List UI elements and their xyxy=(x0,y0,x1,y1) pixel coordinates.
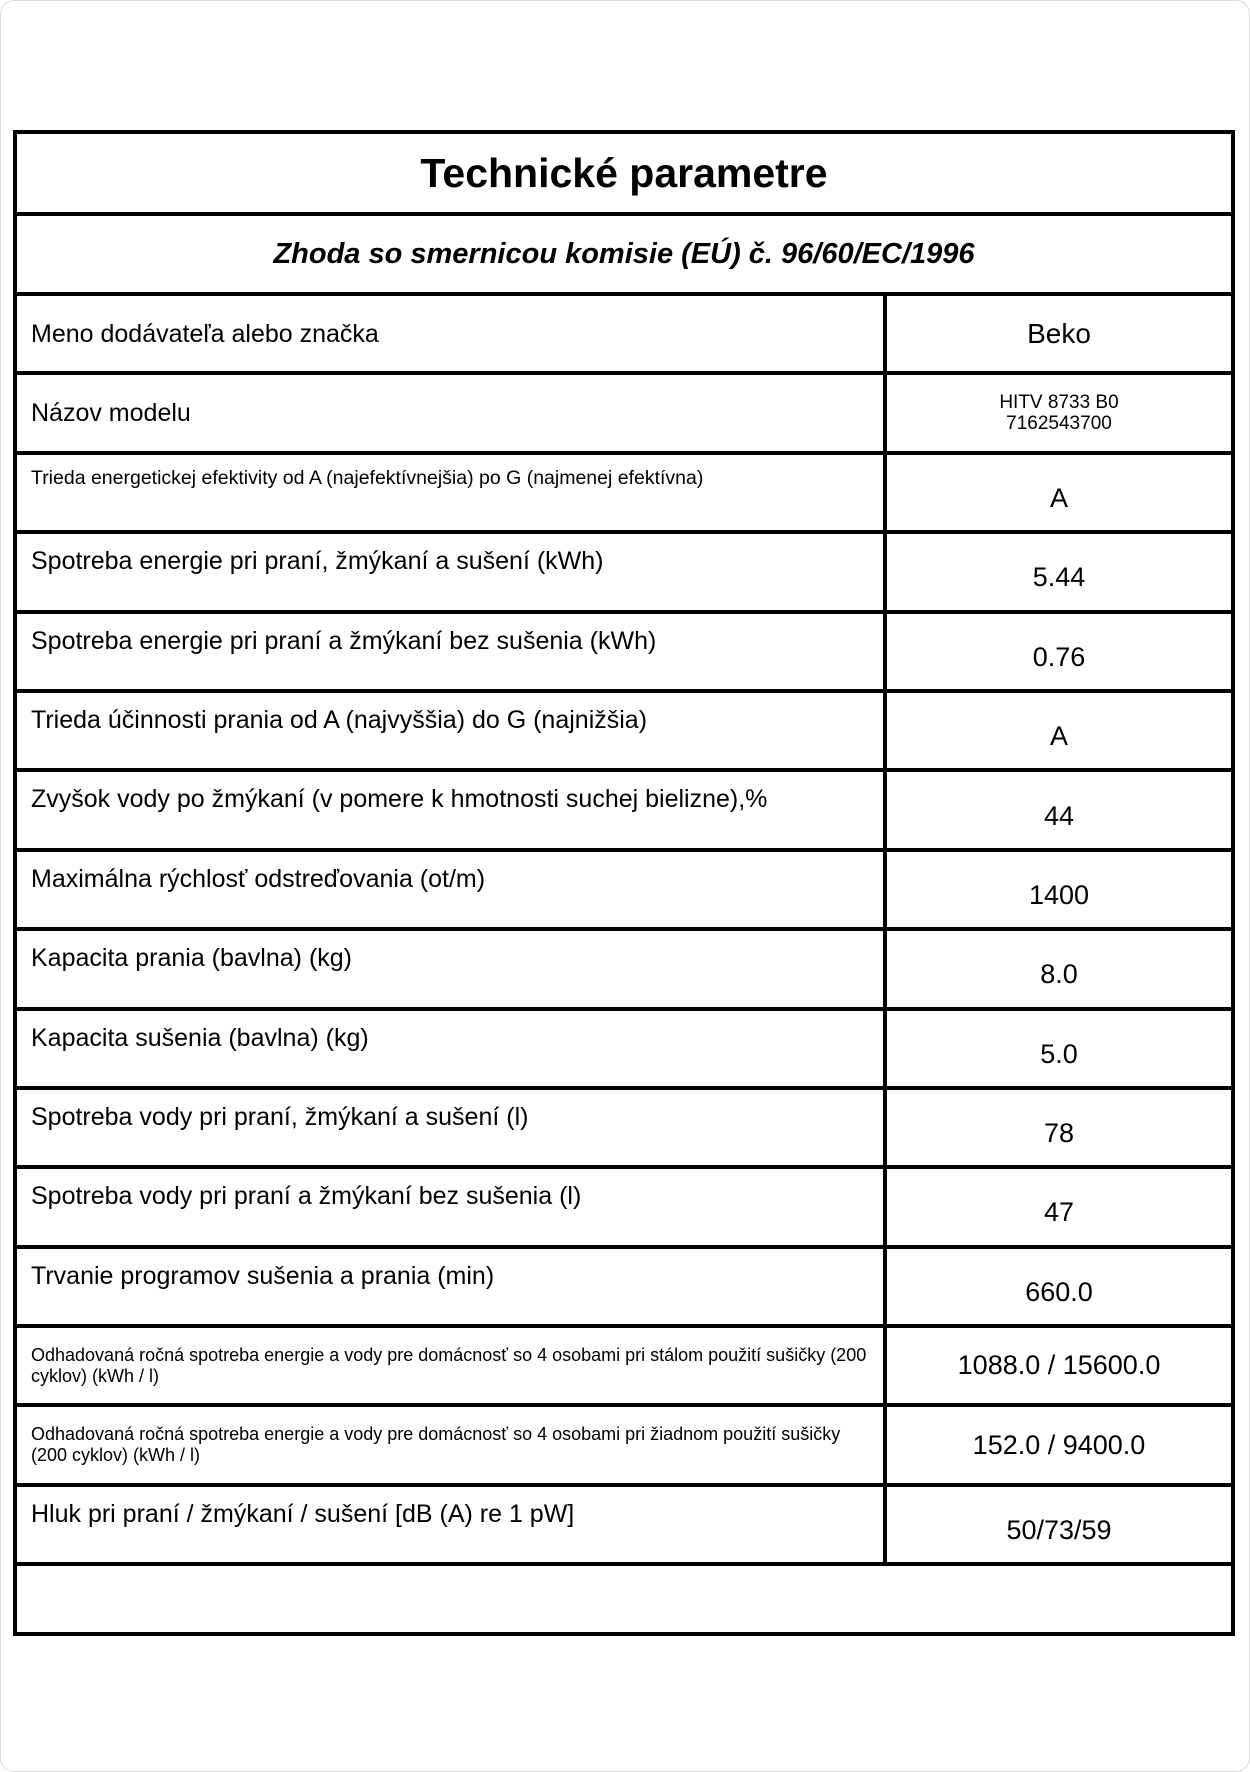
spec-label: Meno dodávateľa alebo značka xyxy=(17,296,887,371)
model-name: HITV 8733 B0 xyxy=(999,392,1119,414)
spec-row-spin-speed xyxy=(17,852,1231,931)
spec-row-model xyxy=(17,375,1231,454)
page-title: Technické parametre xyxy=(17,134,1231,216)
spec-label: Spotreba energie pri praní a žmýkaní bez sušenia (kWh) xyxy=(17,614,887,689)
spec-label: Kapacita sušenia (bavlna) (kg) xyxy=(17,1011,887,1086)
spec-label: Spotreba vody pri praní a žmýkaní bez sušenia (l) xyxy=(17,1169,887,1244)
spec-value: 47 xyxy=(1043,1197,1075,1228)
spec-label: Zvyšok vody po žmýkaní (v pomere k hmotnosti suchej bielizne),% xyxy=(17,772,887,847)
spec-value: 5.44 xyxy=(1032,562,1086,593)
spec-value: 1400 xyxy=(1028,879,1090,910)
spec-row-water-wash xyxy=(17,1169,1231,1248)
spec-row-brand xyxy=(17,296,1231,375)
spec-row-program-duration xyxy=(17,1249,1231,1328)
spec-value: A xyxy=(1049,721,1068,752)
spec-row-water-wash-dry xyxy=(17,1090,1231,1169)
empty-row xyxy=(17,1566,1231,1636)
spec-row-residual-water xyxy=(17,772,1231,851)
spec-label: Trieda energetickej efektivity od A (najefektívnejšia) po G (najmenej efektívna) xyxy=(17,455,887,530)
spec-rows xyxy=(17,296,1231,1636)
spec-row-annual-with-dryer xyxy=(17,1328,1231,1407)
spec-row-dry-capacity xyxy=(17,1011,1231,1090)
spec-value: 5.0 xyxy=(1040,1038,1078,1069)
spec-value: 44 xyxy=(1043,800,1075,831)
spec-row-annual-without-dryer xyxy=(17,1407,1231,1486)
spec-value: 1088.0 / 15600.0 xyxy=(957,1350,1161,1381)
spec-sheet-table xyxy=(13,130,1235,1636)
spec-row-energy-wash-dry xyxy=(17,534,1231,613)
spec-value: 50/73/59 xyxy=(1006,1515,1112,1546)
spec-label: Odhadovaná ročná spotreba energie a vody pre domácnosť so 4 osobami pri stálom použití sušičky (200 cyklov) (kWh / l) xyxy=(17,1328,887,1403)
spec-value: 0.76 xyxy=(1032,641,1086,672)
spec-row-wash-class xyxy=(17,693,1231,772)
spec-label: Kapacita prania (bavlna) (kg) xyxy=(17,931,887,1006)
spec-label: Maximálna rýchlosť odstreďovania (ot/m) xyxy=(17,852,887,927)
spec-row-wash-capacity xyxy=(17,931,1231,1010)
spec-row-noise xyxy=(17,1487,1231,1566)
spec-value: 8.0 xyxy=(1040,959,1078,990)
spec-label: Trieda účinnosti prania od A (najvyššia) do G (najnižšia) xyxy=(17,693,887,768)
spec-value: 660.0 xyxy=(1025,1276,1093,1307)
spec-label: Trvanie programov sušenia a prania (min) xyxy=(17,1249,887,1324)
spec-value: 152.0 / 9400.0 xyxy=(972,1429,1146,1460)
spec-value: Beko xyxy=(1027,317,1091,349)
spec-label: Názov modelu xyxy=(17,375,887,450)
model-number: 7162543700 xyxy=(1006,413,1112,435)
spec-label: Spotreba vody pri praní, žmýkaní a sušení (l) xyxy=(17,1090,887,1165)
spec-value-model xyxy=(887,375,1231,450)
spec-label: Hluk pri praní / žmýkaní / sušení [dB (A) re 1 pW] xyxy=(17,1487,887,1562)
directive-subtitle: Zhoda so smernicou komisie (EÚ) č. 96/60/EC/1996 xyxy=(17,216,1231,296)
spec-value: A xyxy=(1049,482,1068,513)
spec-row-energy-wash xyxy=(17,614,1231,693)
spec-label: Spotreba energie pri praní, žmýkaní a sušení (kWh) xyxy=(17,534,887,609)
spec-row-energy-class xyxy=(17,455,1231,534)
spec-value: 78 xyxy=(1043,1118,1075,1149)
spec-label: Odhadovaná ročná spotreba energie a vody pre domácnosť so 4 osobami pri žiadnom použití sušičky (200 cyklov) (kWh / l) xyxy=(17,1407,887,1482)
